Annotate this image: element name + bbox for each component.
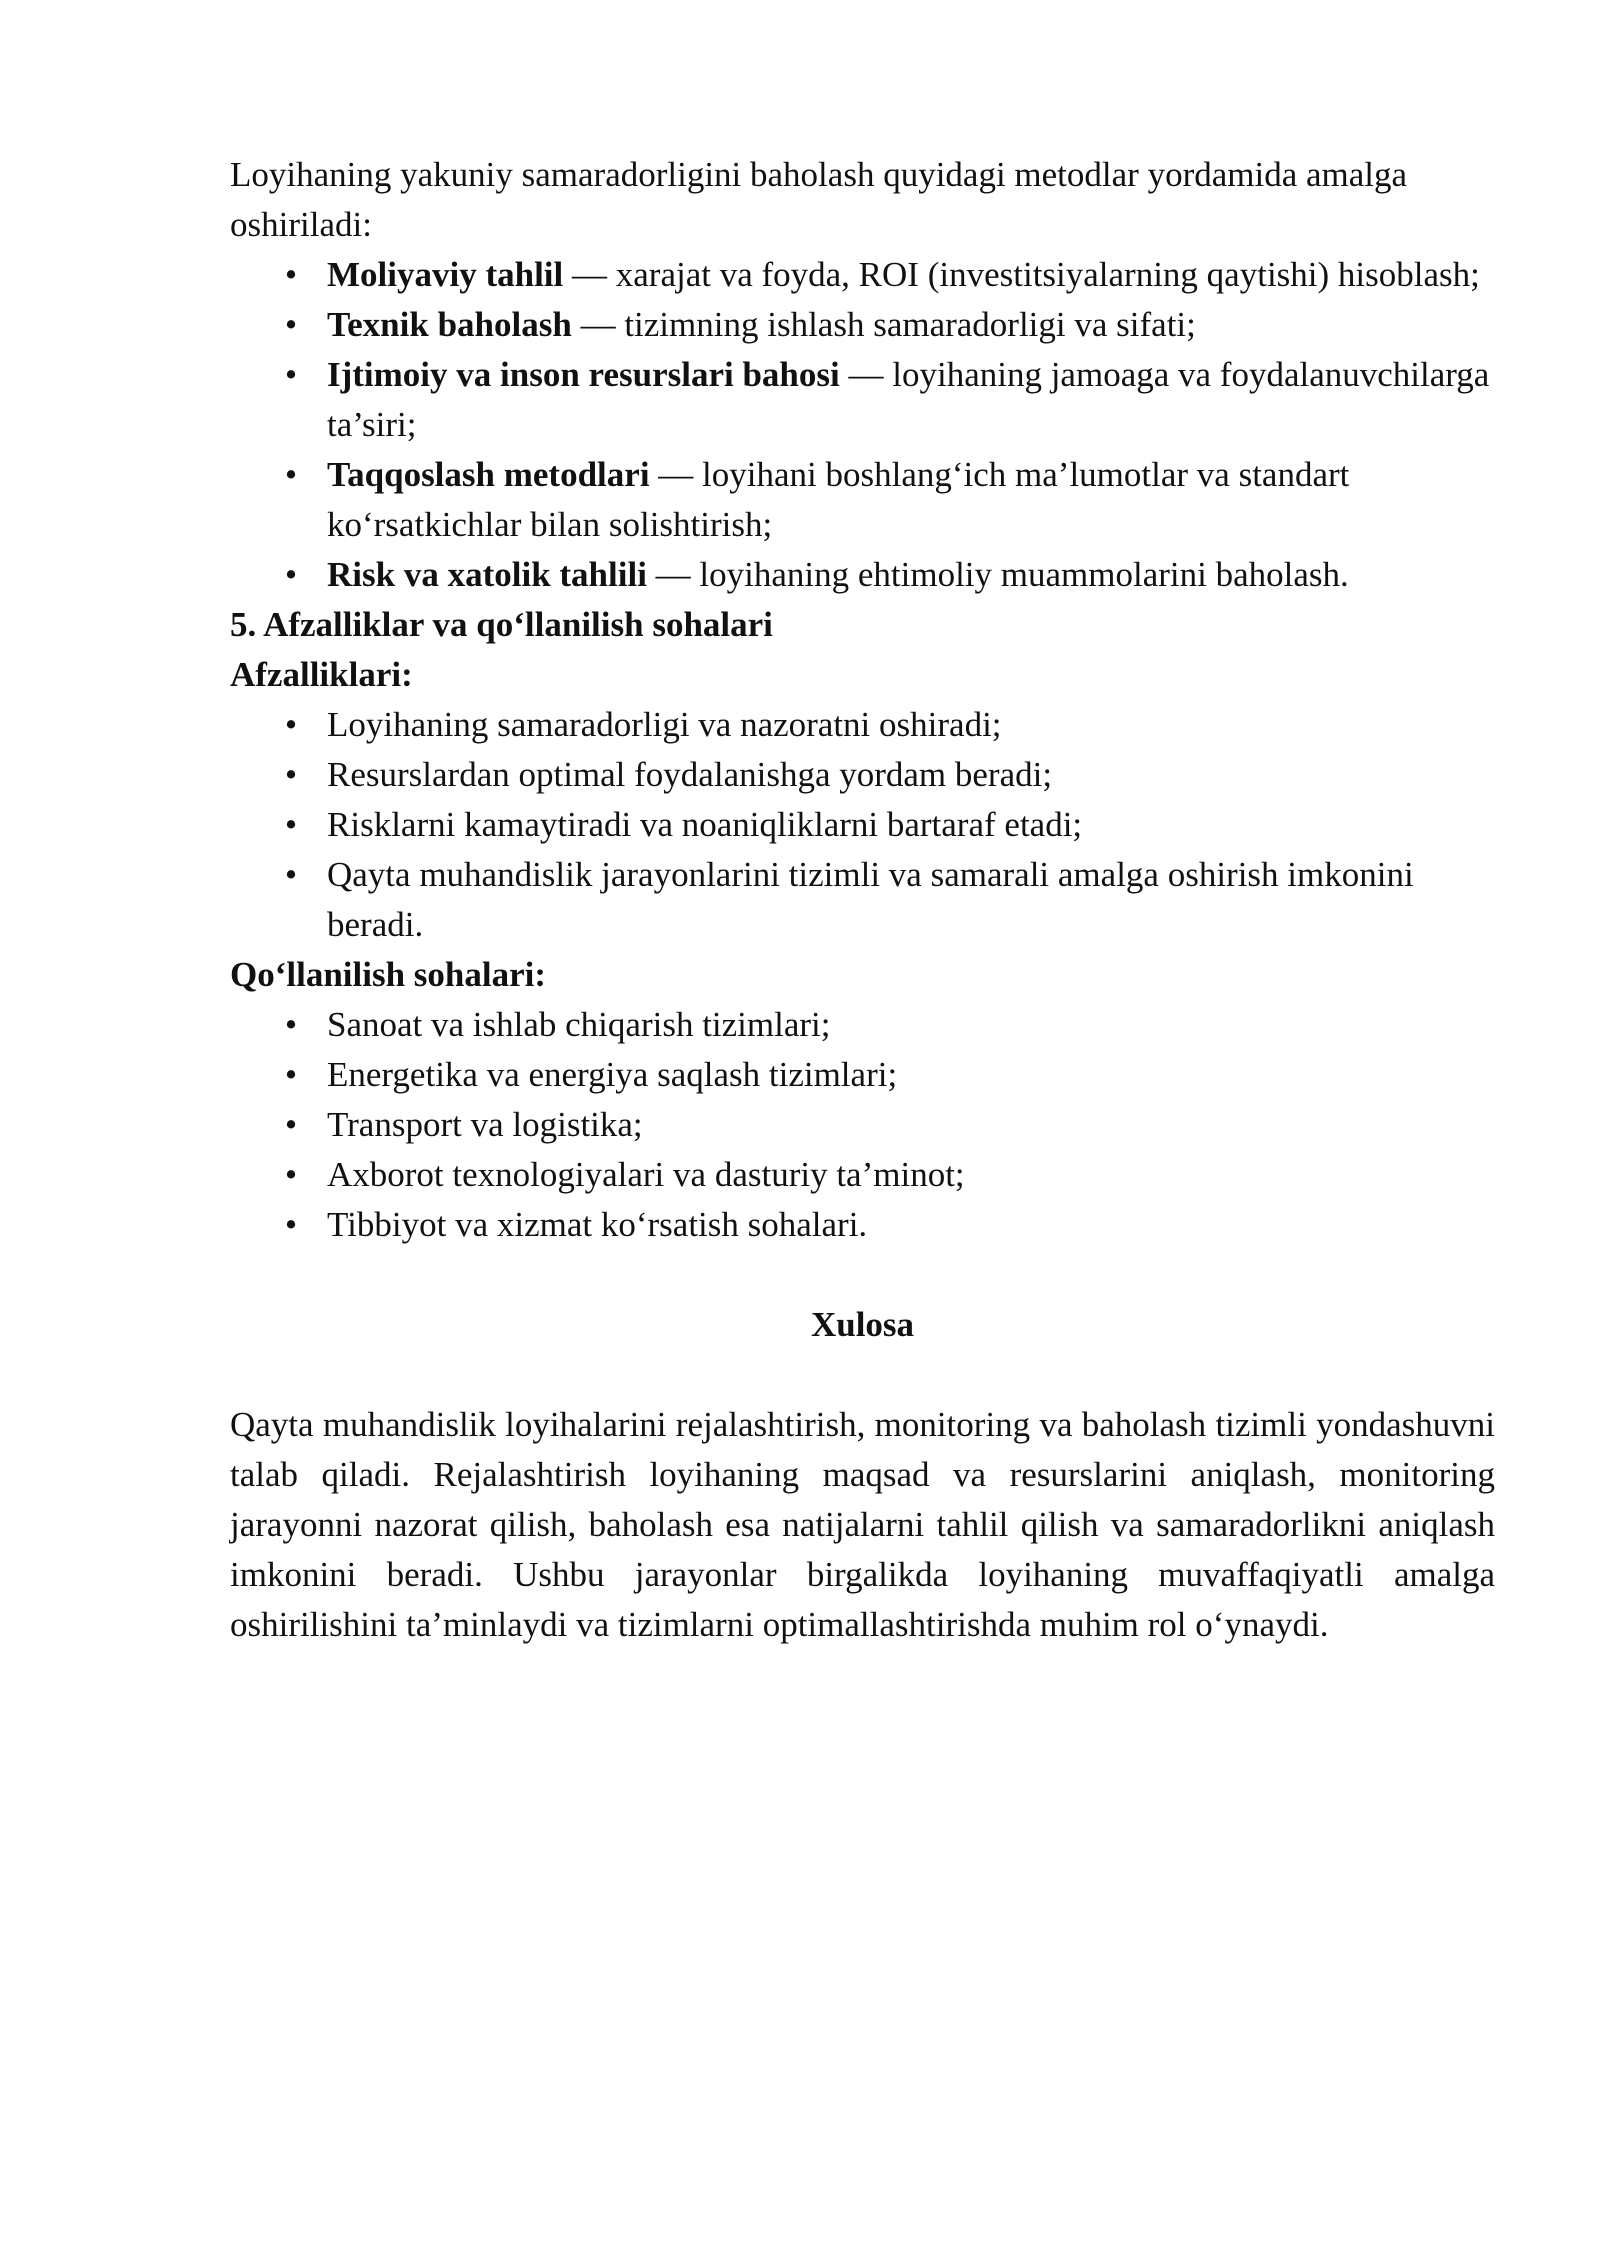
bullet-icon: •: [284, 705, 298, 744]
method-description: — loyihaning jamoaga va foydalanuvchilarga ta’siri;: [327, 355, 1490, 444]
bullet-icon: •: [284, 1155, 298, 1194]
list-item: [284, 700, 1495, 750]
method-term: Risk va xatolik tahlili: [327, 555, 647, 594]
list-item: [284, 1200, 1495, 1250]
application-text: Transport va logistika;: [327, 1105, 643, 1144]
list-item: [284, 1150, 1495, 1200]
methods-list: [230, 250, 1495, 600]
bullet-icon: •: [284, 1205, 298, 1244]
applications-heading: Qo‘llanilish sohalari:: [230, 955, 547, 994]
application-text: Sanoat va ishlab chiqarish tizimlari;: [327, 1005, 831, 1044]
conclusion-heading: Xulosa: [810, 1305, 915, 1344]
method-description: — loyihaning ehtimoliy muammolarini baholash.: [646, 555, 1349, 594]
bullet-icon: •: [284, 255, 298, 294]
section-heading: 5. Afzalliklar va qo‘llanilish sohalari: [230, 605, 773, 644]
list-item: [284, 450, 1495, 550]
list-item: [284, 850, 1495, 950]
method-term: Ijtimoiy va inson resurslari bahosi: [327, 355, 840, 394]
application-text: Energetika va energiya saqlash tizimlari;: [327, 1055, 898, 1094]
list-item: [284, 350, 1495, 450]
bullet-icon: •: [284, 755, 298, 794]
bullet-icon: •: [284, 805, 298, 844]
list-item: [284, 800, 1495, 850]
method-description: — tizimning ishlash samaradorligi va sifati;: [571, 305, 1196, 344]
intro-paragraph: Loyihaning yakuniy samaradorligini baholash quyidagi metodlar yordamida amalga oshiriladi:: [230, 155, 1408, 244]
advantage-text: Loyihaning samaradorligi va nazoratni oshiradi;: [327, 705, 1002, 744]
list-item: [284, 1050, 1495, 1100]
advantages-list: [230, 700, 1495, 950]
list-item: [284, 300, 1495, 350]
bullet-icon: •: [284, 1055, 298, 1094]
advantage-text: Risklarni kamaytiradi va noaniqliklarni bartaraf etadi;: [327, 805, 1083, 844]
method-description: — loyihani boshlang‘ich ma’lumotlar va standart ko‘rsatkichlar bilan solishtirish;: [327, 455, 1350, 544]
method-description: — xarajat va foyda, ROI (investitsiyalarning qaytishi) hisoblash;: [563, 255, 1480, 294]
list-item: [284, 250, 1495, 300]
application-text: Tibbiyot va xizmat ko‘rsatish sohalari.: [327, 1205, 868, 1244]
applications-list: [230, 1000, 1495, 1250]
conclusion-paragraph: Qayta muhandislik loyihalarini rejalashtirish, monitoring va baholash tizimli yondashuvni talab qiladi. Rejalashtirish loyihaning maqsad va resurslarini aniqlash, monitoring jarayonni nazorat qilish, baholash esa natijalarni tahlil qilish va samaradorlikni aniqlash imkonini beradi. Ushbu jarayonlar birgalikda loyihaning muvaffaqiyatli amalga oshirilishini ta’minlaydi va tizimlarni optimallashtirishda muhim rol o‘ynaydi.: [230, 1405, 1495, 1644]
advantage-text: Qayta muhandislik jarayonlarini tizimli va samarali amalga oshirish imkonini beradi.: [327, 855, 1414, 944]
bullet-icon: •: [284, 1005, 298, 1044]
bullet-icon: •: [284, 455, 298, 494]
bullet-icon: •: [284, 855, 298, 894]
application-text: Axborot texnologiyalari va dasturiy ta’minot;: [327, 1155, 965, 1194]
list-item: [284, 750, 1495, 800]
bullet-icon: •: [284, 305, 298, 344]
list-item: [284, 1100, 1495, 1150]
bullet-icon: •: [284, 555, 298, 594]
list-item: [284, 1000, 1495, 1050]
bullet-icon: •: [284, 1105, 298, 1144]
bullet-icon: •: [284, 355, 298, 394]
advantages-heading: Afzalliklari:: [230, 655, 413, 694]
method-term: Texnik baholash: [327, 305, 572, 344]
method-term: Moliyaviy tahlil: [327, 255, 564, 294]
document-page: [230, 150, 1495, 1650]
list-item: [284, 550, 1495, 600]
method-term: Taqqoslash metodlari: [327, 455, 650, 494]
advantage-text: Resurslardan optimal foydalanishga yordam beradi;: [327, 755, 1053, 794]
